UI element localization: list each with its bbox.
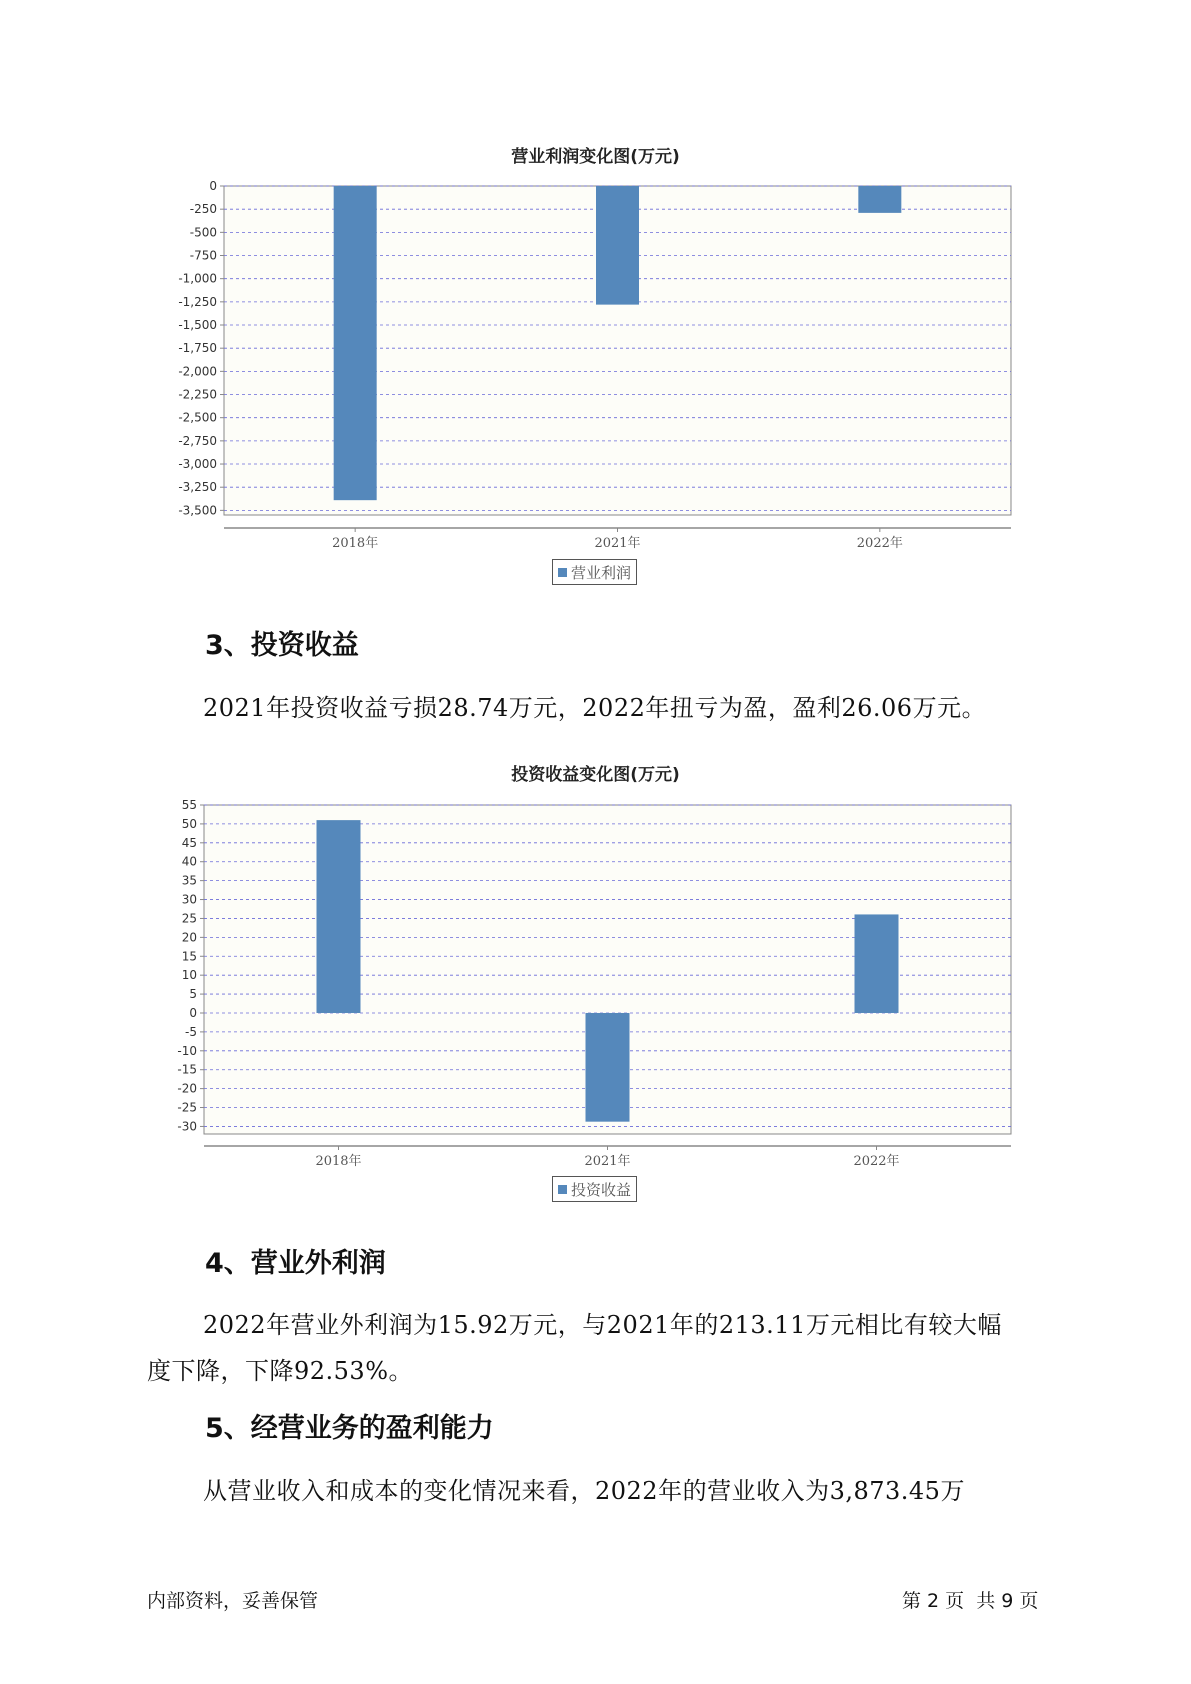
x-tick-label: 2021年 [584, 1154, 631, 1169]
section4-text-line2: 度下降，下降92.53%。 [147, 1357, 414, 1385]
y-tick-label: 15 [181, 949, 197, 964]
y-tick-label: 30 [181, 892, 197, 907]
y-tick-label: -3,500 [178, 503, 217, 518]
y-tick-label: -1,750 [178, 341, 217, 356]
y-tick-label: -750 [189, 248, 217, 263]
footer-confidential: 内部资料，妥善保管 [147, 1590, 319, 1612]
y-tick-label: 0 [209, 179, 217, 193]
y-tick-label: 25 [181, 911, 197, 926]
section5-text: 从营业收入和成本的变化情况来看，2022年的营业收入为3,873.45万 [203, 1477, 965, 1505]
bar-2018年 [317, 820, 361, 1013]
x-tick-label: 2018年 [332, 536, 379, 551]
y-tick-label: -20 [177, 1081, 197, 1096]
chart2-legend-label: 投资收益 [571, 1180, 632, 1199]
y-tick-label: -5 [185, 1024, 197, 1039]
chart2-title: 投资收益变化图(万元) [511, 765, 680, 785]
bar-2021年 [586, 1013, 630, 1122]
y-tick-label: -1,250 [178, 294, 217, 309]
y-tick-label: 35 [181, 873, 197, 888]
y-tick-label: 40 [181, 854, 197, 869]
y-tick-label: -250 [189, 202, 217, 217]
section3-heading: 3、投资收益 [205, 630, 359, 661]
x-tick-label: 2022年 [853, 1154, 900, 1169]
y-tick-label: 20 [181, 930, 197, 945]
y-tick-label: -25 [177, 1100, 197, 1115]
y-tick-label: -2,000 [178, 364, 217, 379]
section3-text: 2021年投资收益亏损28.74万元，2022年扭亏为盈，盈利26.06万元。 [203, 694, 987, 722]
section4-text-line1: 2022年营业外利润为15.92万元，与2021年的213.11万元相比有较大幅 [203, 1311, 1002, 1339]
y-tick-label: -3,250 [178, 480, 217, 495]
legend-swatch-icon [558, 1185, 567, 1194]
y-tick-label: 0 [189, 1005, 197, 1020]
y-tick-label: 10 [181, 968, 197, 983]
bar-2022年 [855, 914, 899, 1013]
y-tick-label: 50 [181, 816, 197, 831]
x-tick-label: 2021年 [594, 536, 641, 551]
y-tick-label: -2,250 [178, 387, 217, 402]
y-tick-label: 55 [181, 798, 197, 812]
chart1-legend-label: 营业利润 [571, 563, 632, 582]
section4-heading: 4、营业外利润 [205, 1248, 386, 1279]
y-tick-label: -2,500 [178, 410, 217, 425]
y-tick-label: -1,500 [178, 318, 217, 333]
y-tick-label: -3,000 [178, 457, 217, 472]
y-tick-label: -30 [177, 1119, 197, 1134]
y-tick-label: -15 [177, 1062, 197, 1077]
section5-heading: 5、经营业务的盈利能力 [205, 1413, 494, 1444]
y-tick-label: 45 [181, 835, 197, 850]
y-tick-label: -10 [177, 1043, 197, 1058]
chart2-legend [552, 1176, 637, 1202]
x-tick-label: 2018年 [315, 1154, 362, 1169]
y-tick-label: -500 [189, 225, 217, 240]
y-tick-label: -2,750 [178, 433, 217, 448]
x-tick-label: 2022年 [856, 536, 903, 551]
footer-page-number: 第 2 页 共 9 页 [902, 1590, 1039, 1612]
chart1-title: 营业利润变化图(万元) [511, 147, 680, 167]
y-tick-label: 5 [189, 987, 197, 1002]
y-tick-label: -1,000 [178, 271, 217, 286]
